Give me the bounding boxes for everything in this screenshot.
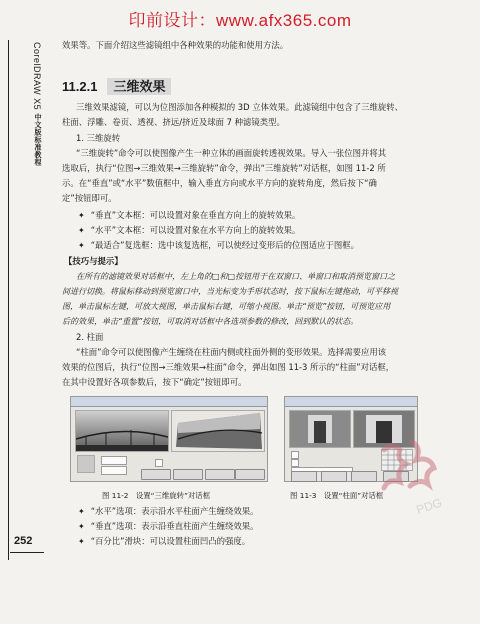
rotation-paragraph-line: 选取后，执行“位图→三维效果→三维旋转”命令，弹出“三维旋转”对话框，如图 11-2 所 xyxy=(62,163,386,173)
figure-caption-11-2: 图 11-2 设置“三维旋转”对话框 xyxy=(102,491,211,500)
section-name: 三维效果 xyxy=(107,78,171,95)
cancel-button[interactable] xyxy=(235,469,265,480)
page-number: 252 xyxy=(14,535,33,547)
preview-result-image xyxy=(171,410,265,452)
section-intro-line: 三维效果滤镜，可以为位图添加各种模拟的 3D 立体效果。此滤镜组中包含了三维旋转、 xyxy=(76,102,403,112)
figure-caption-11-3: 图 11-3 设置“柱面”对话框 xyxy=(290,491,384,500)
library-stamp-icon xyxy=(372,430,462,520)
sidebar-book-subtitle: 中文版标准教程 xyxy=(34,113,41,166)
vertical-field[interactable] xyxy=(101,456,127,465)
bridge-photo-icon xyxy=(76,411,168,451)
preview-original-image xyxy=(289,410,351,448)
section-number: 11.2.1 xyxy=(62,79,98,94)
cylinder-paragraph xyxy=(62,345,442,390)
bullet-diamond-icon: ✦ xyxy=(78,507,85,516)
page-number-rule xyxy=(10,552,44,553)
list-item: ✦ “百分比”滑块：可以设置柱面凹凸的强度。 xyxy=(78,536,251,546)
dialog-titlebar xyxy=(285,397,417,407)
list-item: ✦ “最适合”复选框：选中该复选框，可以使经过变形后的位图适应于图框。 xyxy=(78,240,360,250)
rotated-bridge-photo-icon xyxy=(172,411,264,451)
list-item: ✦ “水平”选项：表示沿水平柱面产生缠绕效果。 xyxy=(78,506,259,516)
rotation-paragraph-line: 定”按钮即可。 xyxy=(62,193,117,203)
preview-button[interactable] xyxy=(141,469,171,480)
tip-heading: 【技巧与提示】 xyxy=(64,256,123,266)
rotation-paragraph-line: 示。在“垂直”或“水平”数值框中，输入垂直方向或水平方向的旋转角度，然后按下“确 xyxy=(62,178,377,188)
dialog-titlebar xyxy=(71,397,267,407)
horizontal-radio[interactable] xyxy=(291,451,299,459)
tip-line: 在所有的滤镜效果对话框中，左上角的□和□按钮用于在双窗口、单窗口和取消预览窗口之 xyxy=(76,272,396,281)
subsection-heading-cylinder: 2. 柱面 xyxy=(76,332,104,342)
rotation-cube-icon[interactable] xyxy=(77,455,95,473)
preview-original-image xyxy=(75,410,169,452)
sidebar-title xyxy=(30,42,44,166)
rotation-bullets xyxy=(78,208,448,253)
bullet-diamond-icon: ✦ xyxy=(78,241,85,250)
intro-line: 效果等。下面介绍这些滤镜组中各种效果的功能和使用方法。 xyxy=(62,40,289,50)
list-item: ✦ “垂直”文本框：可以设置对象在垂直方向上的旋转效果。 xyxy=(78,210,301,220)
bullet-diamond-icon: ✦ xyxy=(78,226,85,235)
svg-text:PDG: PDG xyxy=(414,495,444,517)
tip-line: 后的效果，单击“重置”按钮，可取消对话框中各选项参数的修改，回到默认的状态。 xyxy=(62,317,359,326)
list-item: ✦ “垂直”选项：表示沿垂直柱面产生缠绕效果。 xyxy=(78,521,259,531)
bullet-diamond-icon: ✦ xyxy=(78,522,85,531)
cylinder-paragraph-line: “柱面”命令可以使图像产生缠绕在柱面内侧或柱面外侧的变形效果。选择需要应用该 xyxy=(76,347,387,357)
rotation-paragraph xyxy=(62,146,442,206)
section-intro xyxy=(62,100,442,130)
list-item: ✦ “水平”文本框：可以设置对象在水平方向上的旋转效果。 xyxy=(78,225,301,235)
best-fit-checkbox[interactable] xyxy=(155,459,163,467)
reset-button[interactable] xyxy=(321,471,347,482)
preview-button[interactable] xyxy=(291,471,317,482)
photo-icon xyxy=(290,411,350,447)
sidebar-book-title: CorelDRAW X5 xyxy=(32,42,42,111)
ok-button[interactable] xyxy=(205,469,235,480)
sidebar-rule xyxy=(8,40,29,560)
section-heading xyxy=(62,76,171,95)
subsection-heading-rotation: 1. 三维旋转 xyxy=(76,133,121,143)
bullet-diamond-icon: ✦ xyxy=(78,537,85,546)
cylinder-paragraph-line: 在其中设置好各项参数后，按下“确定”按钮即可。 xyxy=(62,377,247,387)
vertical-radio[interactable] xyxy=(291,459,299,467)
tip-line: 图，单击鼠标左键，可放大视图，单击鼠标右键，可缩小视图。单击“预览”按钮，可预览应用 xyxy=(62,302,391,311)
cylinder-paragraph-line: 效果的位图后，执行“位图→三维效果→柱面”命令，弹出如图 11-3 所示的“柱面”对话框， xyxy=(62,362,395,372)
section-intro-line: 柱面、浮雕、卷页、透视、挤远/挤近及球面 7 种滤镜类型。 xyxy=(62,117,285,127)
tip-line: 间进行切换。将鼠标移动到预览窗口中，当光标变为手形状态时，按下鼠标左键拖动，可平移视 xyxy=(62,287,398,296)
tip-paragraph xyxy=(62,269,442,329)
bullet-diamond-icon: ✦ xyxy=(78,211,85,220)
horizontal-field[interactable] xyxy=(101,466,127,475)
watermark-banner: 印前设计：www.afx365.com xyxy=(128,11,352,30)
reset-button[interactable] xyxy=(173,469,203,480)
rotation-paragraph-line: “三维旋转”命令可以使图像产生一种立体的画面旋转透视效果。导入一张位图并将其 xyxy=(76,148,387,158)
figure-3d-rotate-dialog xyxy=(70,396,268,482)
